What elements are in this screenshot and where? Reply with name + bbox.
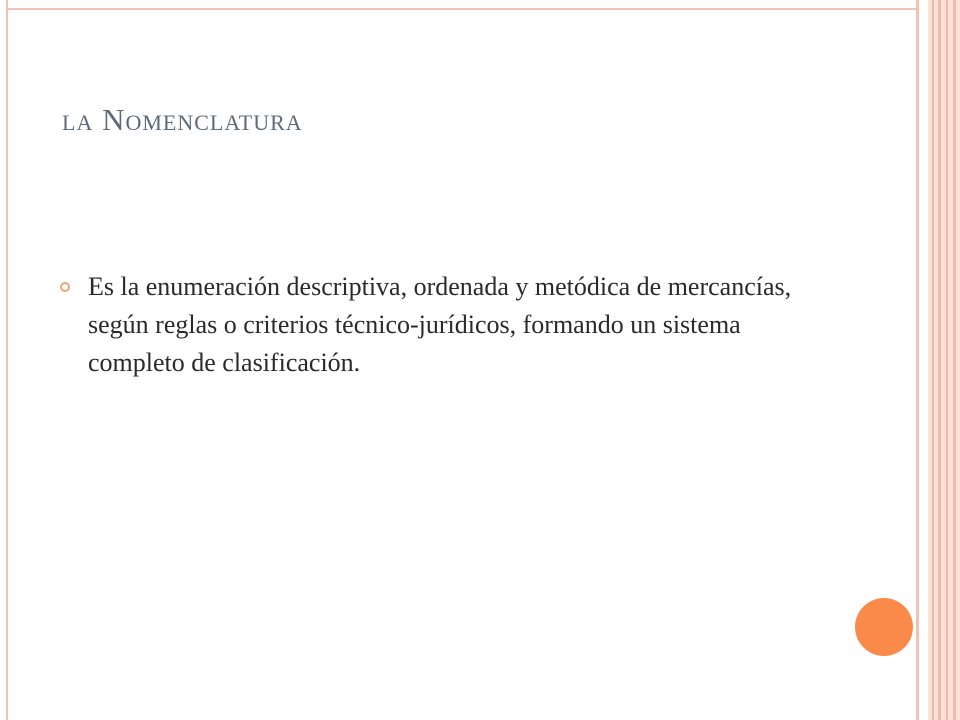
decorative-stripe [946,0,948,720]
decorative-stripe-band [928,0,960,720]
slide-body [60,268,820,382]
decorative-stripe [938,0,941,720]
accent-circle [855,598,913,656]
hollow-circle-bullet-icon [60,282,70,292]
bullet-item [60,268,820,382]
decorative-stripe [953,0,956,720]
decorative-stripe [932,0,934,720]
frame-right-line [916,0,919,720]
frame-top-line [6,0,916,10]
frame-left-line [6,0,8,720]
slide-title: la Nomenclatura [62,102,303,137]
bullet-text: Es la enumeración descriptiva, ordenada y metódica de mercancías, según reglas o criterios técnico-jurídicos, formando un sistema completo de clasificación. [88,272,792,377]
